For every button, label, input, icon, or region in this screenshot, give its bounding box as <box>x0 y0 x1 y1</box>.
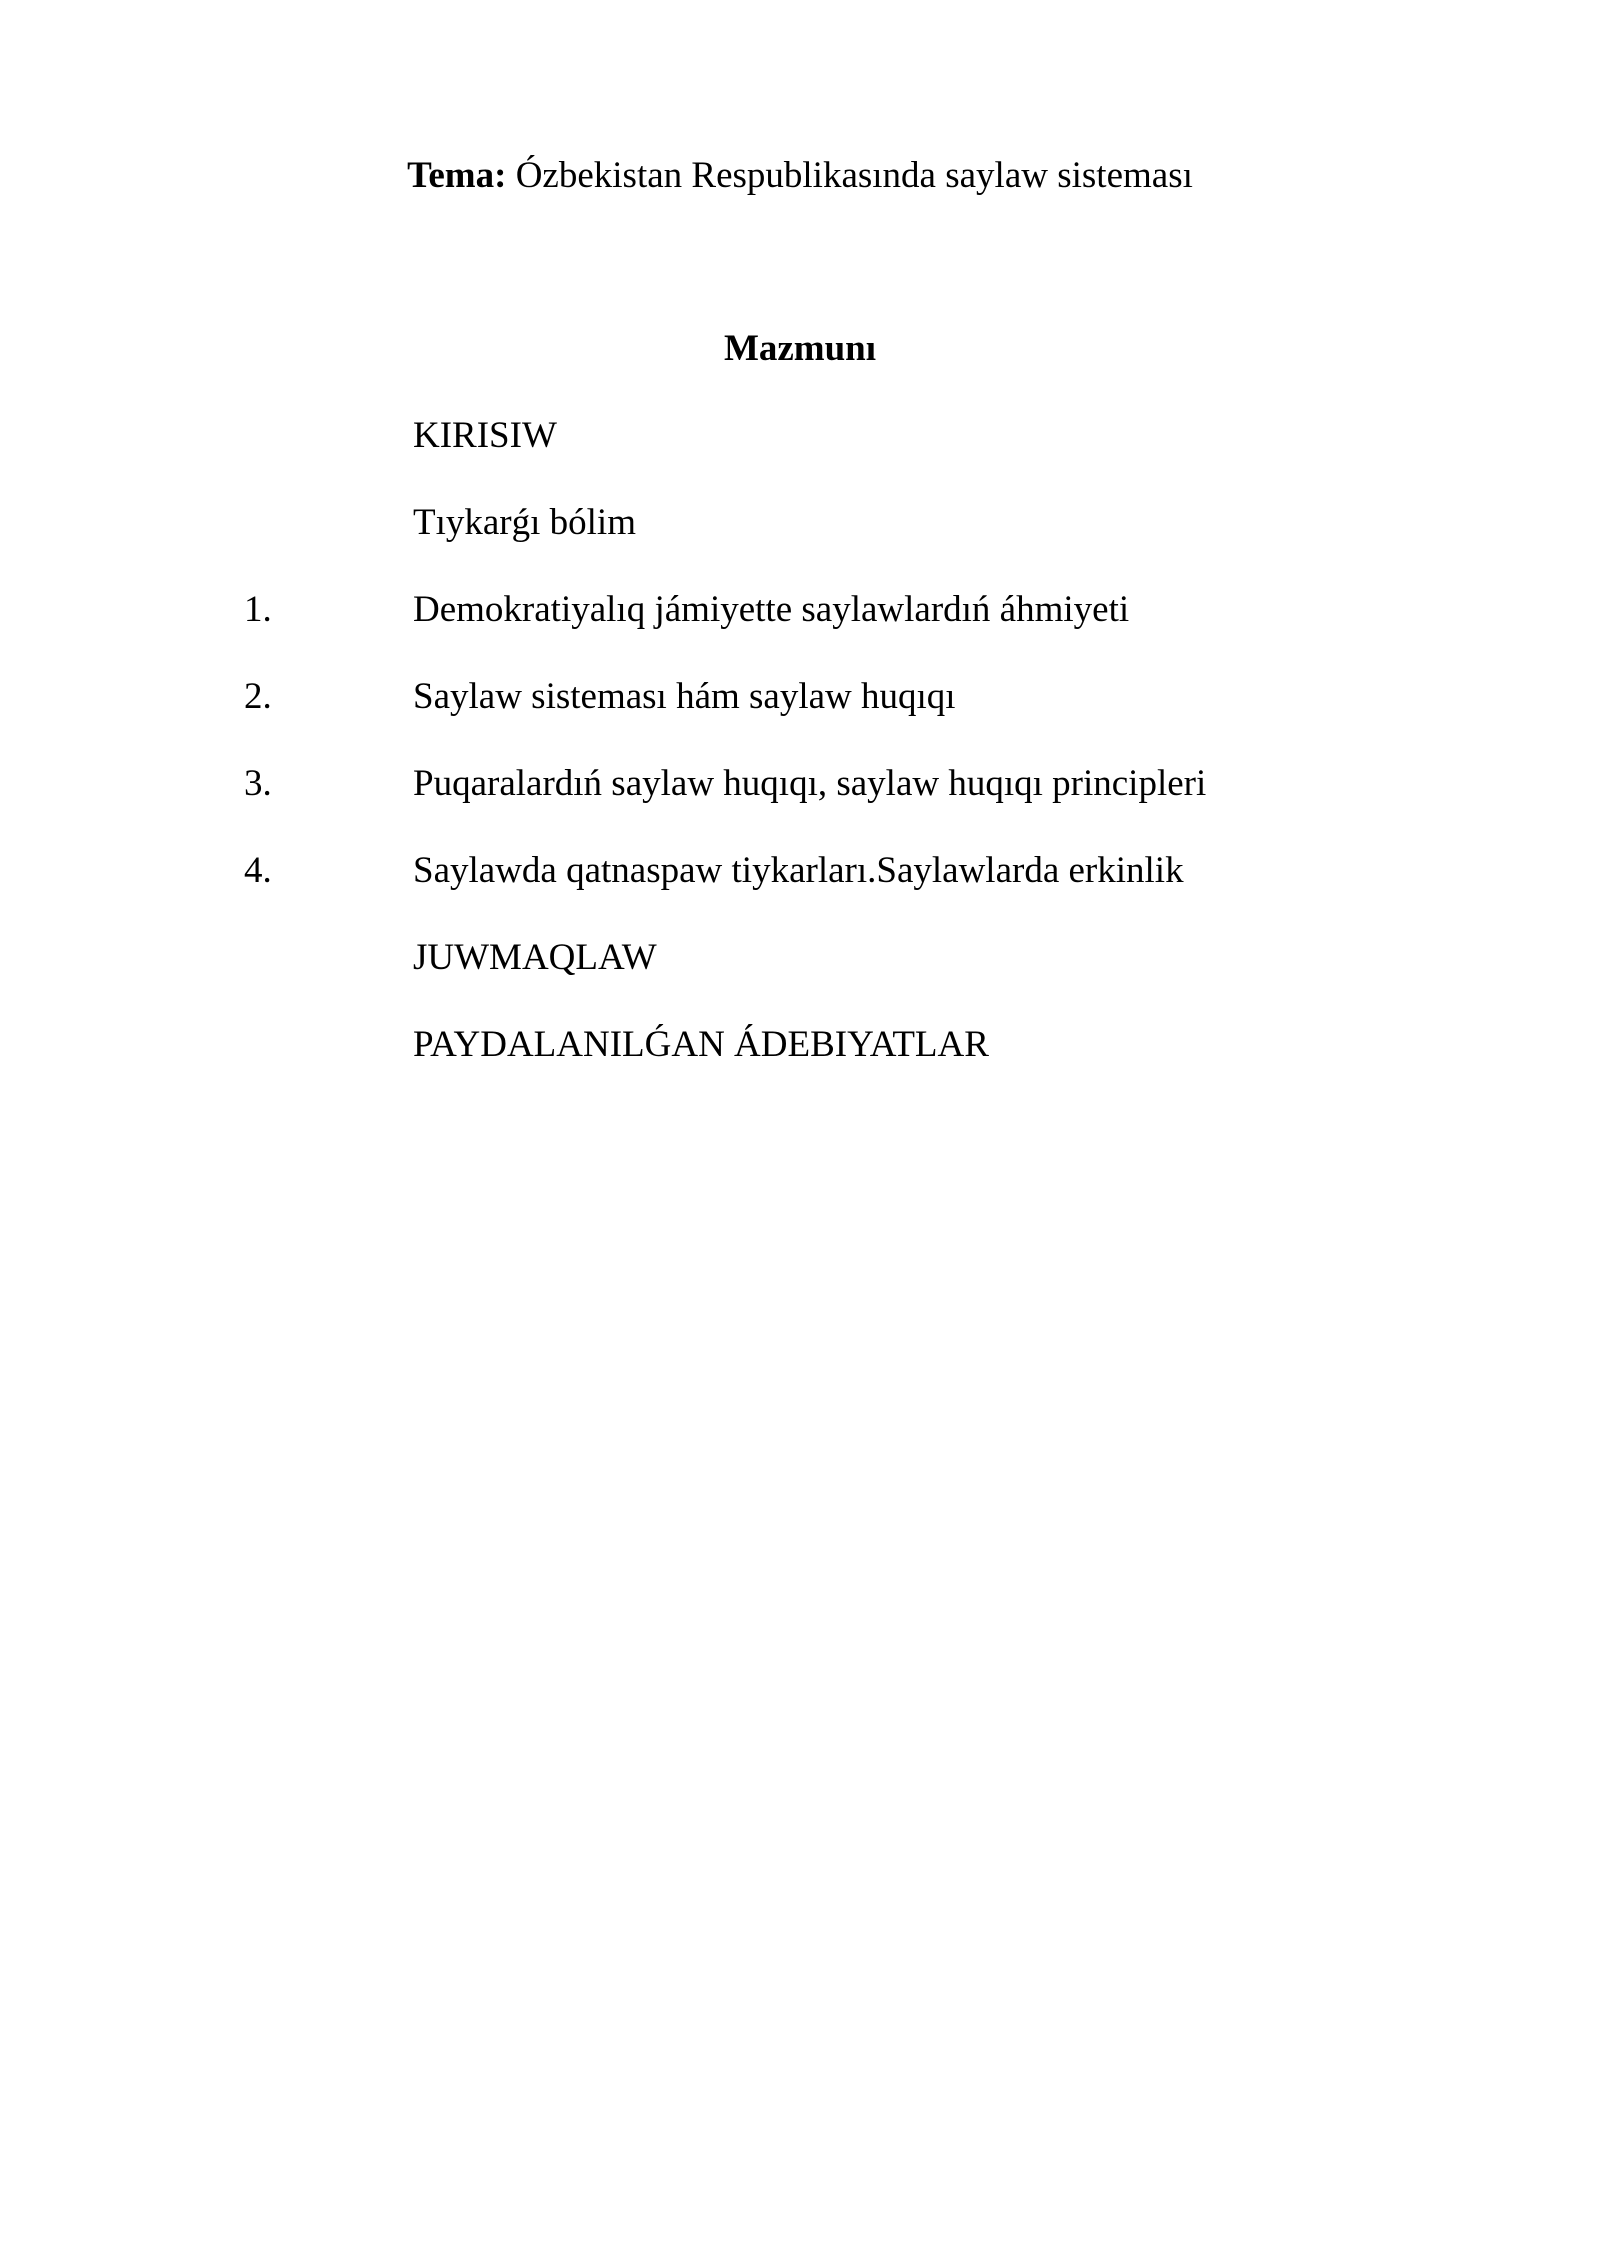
toc-entry-number: 4. <box>244 850 272 891</box>
toc-entry-main-part <box>0 497 1600 549</box>
toc-entry-3 <box>0 758 1600 810</box>
toc-entry-text: Puqaralardıń saylaw huqıqı, saylaw huqıqı principleri <box>413 763 1207 804</box>
toc-entry-number: 1. <box>244 589 272 630</box>
toc-entry-number: 2. <box>244 676 272 717</box>
topic-label: Tema: <box>407 155 507 196</box>
toc-entry-text: Tıykarǵı bólim <box>413 502 636 543</box>
toc-entry-4 <box>0 845 1600 897</box>
toc-entry-1 <box>0 584 1600 636</box>
toc-entry-text: PAYDALANILǴAN ÁDEBIYATLAR <box>413 1024 989 1065</box>
toc-entry-text: KIRISIW <box>413 415 557 456</box>
toc-entry-conclusion <box>0 932 1600 984</box>
topic-text: Ózbekistan Respublikasında saylaw sisteması <box>506 155 1193 196</box>
toc-entry-text: JUWMAQLAW <box>413 937 657 978</box>
toc-entry-number: 3. <box>244 763 272 804</box>
toc-entry-text: Demokratiyalıq jámiyette saylawlardıń áhmiyeti <box>413 589 1130 630</box>
toc-entry-text: Saylawda qatnaspaw tiykarları.Saylawlarda erkinlik <box>413 850 1184 891</box>
toc-entry-text: Saylaw sisteması hám saylaw huqıqı <box>413 676 956 717</box>
toc-entry-introduction <box>0 410 1600 462</box>
toc-entry-references <box>0 1019 1600 1071</box>
contents-heading: Mazmunı <box>723 328 877 369</box>
toc-entry-2 <box>0 671 1600 723</box>
